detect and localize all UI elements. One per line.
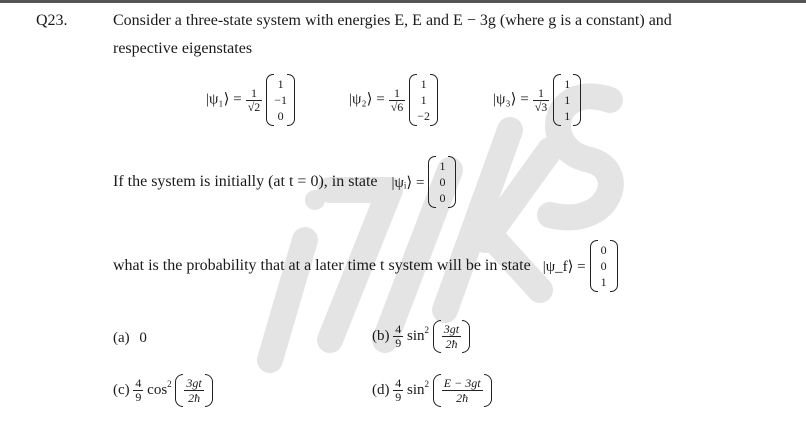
ket-psi3: |ψ₃⟩ = <box>493 91 529 108</box>
option-b-argument: $\frac{3gt}{2ħ}$ <box>433 320 470 353</box>
option-a-value: 0 <box>139 330 147 346</box>
final-state-line <box>113 240 618 292</box>
option-d-function: sin <box>407 382 425 398</box>
norm-fraction-3: $\frac{1}{√3}$ <box>534 85 548 114</box>
option-d-argument: $\frac{E - 3gt}{2ħ}$ <box>433 374 492 407</box>
option-c-argument: $\frac{3gt}{2ħ}$ <box>175 374 212 407</box>
question-line-2: respective eigenstates <box>113 40 253 57</box>
option-c-function: cos <box>147 382 168 398</box>
question-line-1: Consider a three-state system with energies E, E and E − 3g (where g is a constant) and <box>113 12 672 29</box>
initial-state-vector: 1 0 0 <box>428 156 456 208</box>
top-border <box>0 0 806 3</box>
option-c-label: (c) <box>113 382 130 398</box>
ket-psi2: |ψ₂⟩ = <box>349 91 385 108</box>
final-state-text: what is the probability that at a later time t system will be in state <box>113 257 531 274</box>
option-a-label: (a) <box>113 330 130 346</box>
option-d: (d) $\frac{4}{9}$ $\sin^2$ $\frac{E - 3gt}{2ħ}$ <box>372 374 492 407</box>
question-number: Q23. <box>36 12 68 29</box>
option-c-coefficient: $\frac{4}{9}$ <box>135 376 142 404</box>
eigenstate-2 <box>349 74 438 126</box>
option-b: (b) $\frac{4}{9}$ $\sin^2$ $\frac{3gt}{2ħ}$ <box>372 320 470 353</box>
initial-state-text: If the system is initially (at t = 0), in state <box>113 173 378 190</box>
ket-psi1: |ψ₁⟩ = <box>206 91 242 108</box>
option-d-coefficient: $\frac{4}{9}$ <box>395 376 402 404</box>
norm-fraction-1: $\frac{1}{√2}$ <box>247 85 261 114</box>
ket-psi-i: |ψᵢ⟩ = <box>391 174 425 191</box>
option-c: (c) $\frac{4}{9}$ $\cos^2$ $\frac{3gt}{2ħ}$ <box>113 374 213 407</box>
final-state-vector: 0 0 1 <box>590 240 618 292</box>
column-vector-3: 1 1 1 <box>553 74 581 126</box>
column-vector-1: 1 −1 0 <box>266 74 295 126</box>
option-b-coefficient: $\frac{4}{9}$ <box>395 322 402 350</box>
column-vector-2: 1 1 −2 <box>409 74 438 126</box>
eigenstate-1 <box>206 74 295 126</box>
option-b-label: (b) <box>372 328 390 344</box>
eigenstate-3 <box>493 74 581 126</box>
option-a <box>113 330 147 347</box>
norm-fraction-2: $\frac{1}{√6}$ <box>390 85 404 114</box>
initial-state-line <box>113 156 456 208</box>
option-d-label: (d) <box>372 382 390 398</box>
ket-psi-f: |ψ_f⟩ = <box>542 258 586 275</box>
option-b-function: sin <box>407 328 425 344</box>
